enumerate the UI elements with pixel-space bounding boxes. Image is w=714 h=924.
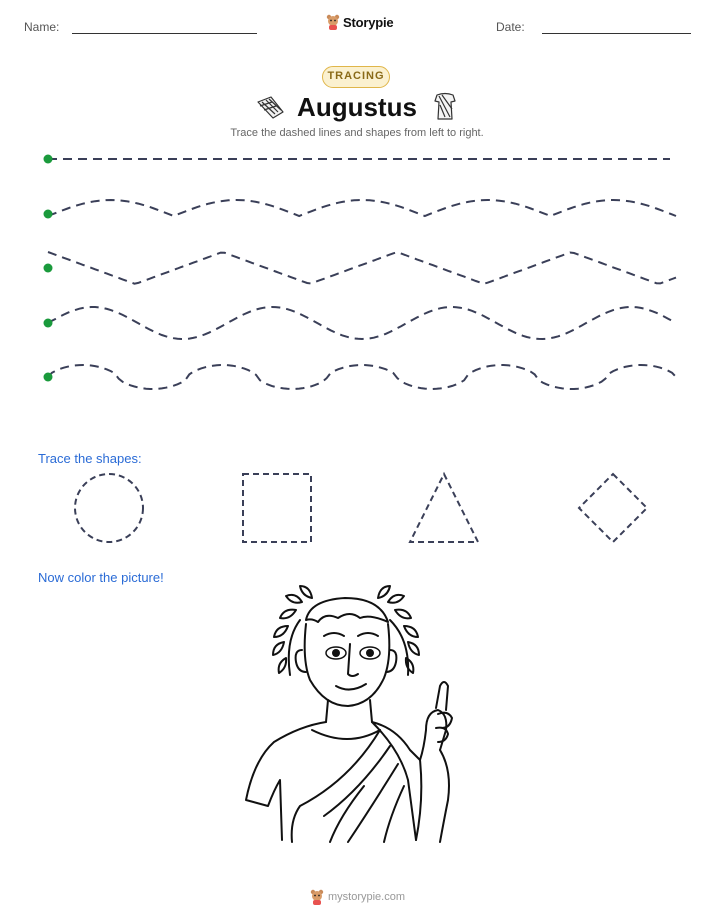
shapes-row [0,470,714,550]
trace-line-bumpy-wave[interactable] [48,365,676,389]
start-dot-icon [44,155,53,164]
augustus-coloring-image[interactable] [240,580,470,842]
date-field[interactable] [542,33,691,34]
trace-triangle[interactable] [410,474,478,542]
footer [310,889,405,905]
shapes-heading: Trace the shapes: [38,451,142,466]
bear-icon [310,889,324,905]
start-dot-icon [44,210,53,219]
trace-square[interactable] [243,474,311,542]
trace-line-zigzag[interactable] [48,252,676,284]
brand-logo [326,14,393,30]
trace-diamond[interactable] [579,474,647,542]
eye-right [366,649,374,657]
brand-name: Storypie [343,14,394,30]
eye-left [332,649,340,657]
toga-icon [433,91,457,121]
start-dot-icon [44,264,53,273]
name-field[interactable] [72,33,257,34]
trace-line-scallop-wave[interactable] [48,200,676,216]
trace-circle[interactable] [75,474,143,542]
tracing-lines [0,140,714,400]
start-dot-icon [44,373,53,382]
start-dot-icon [44,319,53,328]
tracing-badge: TRACING [322,66,390,88]
name-label: Name: [24,20,60,34]
page-title: Augustus [297,92,417,122]
date-label: Date: [496,20,525,34]
footer-url[interactable]: mystorypie.com [328,891,406,903]
bear-icon [326,14,340,30]
trace-line-sine-wave[interactable] [48,307,676,339]
instructions-text: Trace the dashed lines and shapes from left to right. [230,127,484,139]
color-heading: Now color the picture! [38,570,164,585]
